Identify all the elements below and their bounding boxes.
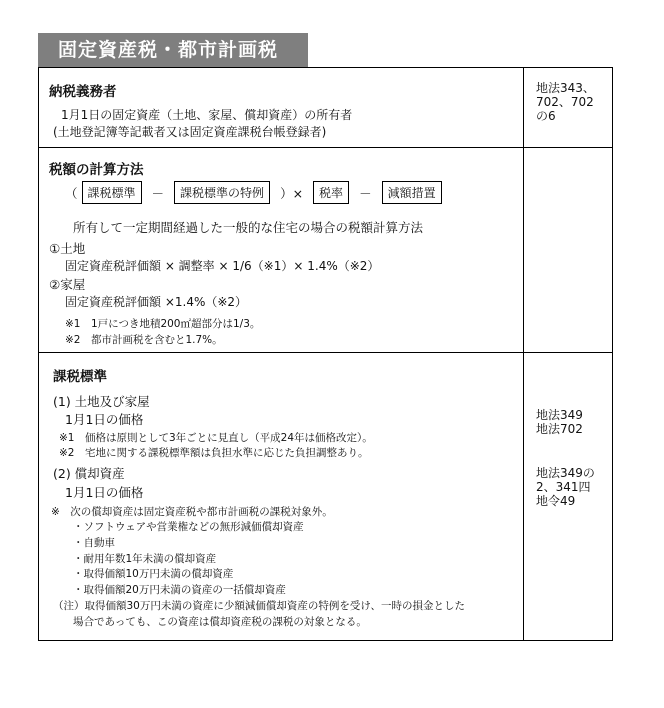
land-formula: 固定資産税評価額 × 調整率 × 1/6（※1）× 1.4%（※2） (65, 259, 380, 273)
house-label: ②家屋 (49, 277, 86, 292)
land-label: ①土地 (49, 241, 86, 256)
depreciable-section-title: (2) 償却資産 (53, 466, 125, 481)
ref-line: 702、702 (536, 95, 594, 109)
ref-line: 2、341四 (536, 480, 591, 494)
open-paren: （ (65, 185, 78, 201)
depreciable-legal-reference (536, 466, 616, 508)
house-formula: 固定資産税評価額 ×1.4%（※2） (65, 295, 248, 309)
row-divider-2 (39, 352, 612, 353)
land-house-value: 1月1日の価格 (65, 412, 144, 427)
formula-term-tax-rate: 税率 (313, 181, 349, 204)
exclusion-item: ・取得価額20万円未満の資産の一括償却資産 (73, 584, 286, 596)
minus-sign: － (151, 185, 165, 201)
formula-term-reduction: 減額措置 (382, 181, 442, 204)
taxpayer-heading: 納税義務者 (49, 84, 117, 100)
column-divider (523, 68, 524, 640)
depreciable-value: 1月1日の価格 (65, 485, 144, 500)
tax-table (38, 67, 613, 641)
row-divider-1 (39, 147, 612, 148)
ref-line: 地法349 (536, 408, 583, 422)
ref-line: の6 (536, 109, 556, 123)
taxpayer-line1: 1月1日の固定資産（土地、家屋、償却資産）の所有者 (61, 108, 353, 122)
land-house-note-2: ※2 宅地に関する課税標準額は負担水準に応じた負担調整あり。 (59, 447, 369, 459)
page-title: 固定資産税・都市計画税 (38, 33, 308, 67)
residential-subheading: 所有して一定期間経過した一般的な住宅の場合の税額計算方法 (73, 220, 424, 235)
standard-heading: 課税標準 (53, 369, 107, 385)
exclusion-item: ・取得価額10万円未満の償却資産 (73, 568, 234, 580)
exclusion-item: ・ソフトウェアや営業権などの無形減価償却資産 (73, 521, 304, 533)
calc-note-2: ※2 都市計画税を含むと1.7%。 (65, 334, 223, 346)
land-house-legal-reference (536, 408, 616, 436)
formula-term-tax-base: 課税標準 (82, 181, 142, 204)
close-paren-times: ）× (280, 185, 304, 201)
tax-formula (65, 181, 446, 204)
taxpayer-line2: (土地登記簿等記載者又は固定資産課税台帳登録者) (53, 125, 327, 139)
land-house-section-title: (1) 土地及び家屋 (53, 394, 150, 409)
ref-line: 地法702 (536, 422, 583, 436)
land-house-note-1: ※1 価格は原則として3年ごとに見直し（平成24年は価格改定）。 (59, 432, 373, 444)
calc-note-1: ※1 1戸につき地積200㎡超部分は1/3。 (65, 318, 261, 330)
ref-line: 地法349の (536, 466, 595, 480)
formula-term-base-exception: 課税標準の特例 (174, 181, 270, 204)
exclusion-item: ・自動車 (73, 537, 115, 549)
taxpayer-legal-reference (536, 81, 616, 123)
ref-line: 地令49 (536, 494, 576, 508)
minus-sign: － (359, 185, 372, 201)
ref-line: 地法343、 (536, 81, 595, 95)
footnote-line-1: （注）取得価額30万円未満の資産に少額減価償却資産の特例を受け、一時の損金とした (53, 600, 465, 612)
exclusion-item: ・耐用年数1年未満の償却資産 (73, 553, 217, 565)
footnote-line-2: 場合であっても、この資産は償却資産税の課税の対象となる。 (73, 616, 367, 628)
depreciable-exclusion-note: ※ 次の償却資産は固定資産税や都市計画税の課税対象外。 (51, 506, 333, 518)
calculation-heading: 税額の計算方法 (49, 162, 144, 178)
